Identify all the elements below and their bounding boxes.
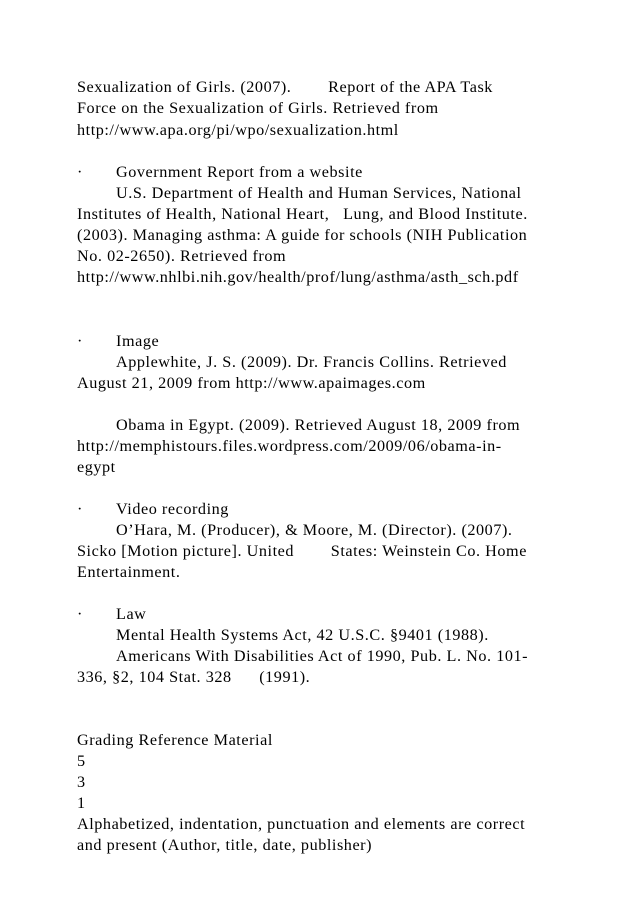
reference-line: Force on the Sexualization of Girls. Retrieved from xyxy=(77,99,439,117)
grading-criteria: Alphabetized, indentation, punctuation and elements are correct xyxy=(77,815,526,833)
reference-line: August 21, 2009 from http://www.apaimages.com xyxy=(77,374,426,392)
bullet-icon: · xyxy=(77,605,83,623)
section-heading: Image xyxy=(116,332,160,350)
reference-url: http://memphistours.files.wordpress.com/2009/06/obama-in- xyxy=(77,437,502,455)
reference-line: O’Hara, M. (Producer), & Moore, M. (Director). (2007). xyxy=(116,521,513,539)
reference-url: egypt xyxy=(77,458,116,476)
reference-line: Sexualization of Girls. (2007). Report of the APA Task xyxy=(77,78,493,96)
grading-heading: Grading Reference Material xyxy=(77,731,273,749)
reference-line: Americans With Disabilities Act of 1990, Pub. L. No. 101- xyxy=(116,647,529,665)
reference-url: http://www.apa.org/pi/wpo/sexualization.html xyxy=(77,121,399,139)
reference-line: (2003). Managing asthma: A guide for schools (NIH Publication xyxy=(77,226,528,244)
bullet-icon: · xyxy=(77,163,83,181)
section-heading: Law xyxy=(116,605,147,623)
reference-line: 336, §2, 104 Stat. 328 (1991). xyxy=(77,668,311,686)
grade-value: 3 xyxy=(77,773,86,791)
bullet-icon: · xyxy=(77,332,83,350)
reference-line: U.S. Department of Health and Human Services, National xyxy=(116,184,522,202)
reference-line: Entertainment. xyxy=(77,563,181,581)
reference-line: Applewhite, J. S. (2009). Dr. Francis Collins. Retrieved xyxy=(116,353,507,371)
reference-line: Obama in Egypt. (2009). Retrieved August 18, 2009 from xyxy=(116,416,521,434)
reference-url: http://www.nhlbi.nih.gov/health/prof/lung/asthma/asth_sch.pdf xyxy=(77,268,519,286)
grading-criteria: and present (Author, title, date, publisher) xyxy=(77,836,373,854)
section-heading: Video recording xyxy=(116,500,229,518)
grade-value: 1 xyxy=(77,794,86,812)
section-heading: Government Report from a website xyxy=(116,163,363,181)
reference-line: No. 02-2650). Retrieved from xyxy=(77,247,287,265)
reference-line: Sicko [Motion picture]. United States: Weinstein Co. Home xyxy=(77,542,527,560)
reference-line: Institutes of Health, National Heart, Lung, and Blood Institute. xyxy=(77,205,528,223)
bullet-icon: · xyxy=(77,500,83,518)
reference-line: Mental Health Systems Act, 42 U.S.C. §9401 (1988). xyxy=(116,626,489,644)
grade-value: 5 xyxy=(77,752,86,770)
